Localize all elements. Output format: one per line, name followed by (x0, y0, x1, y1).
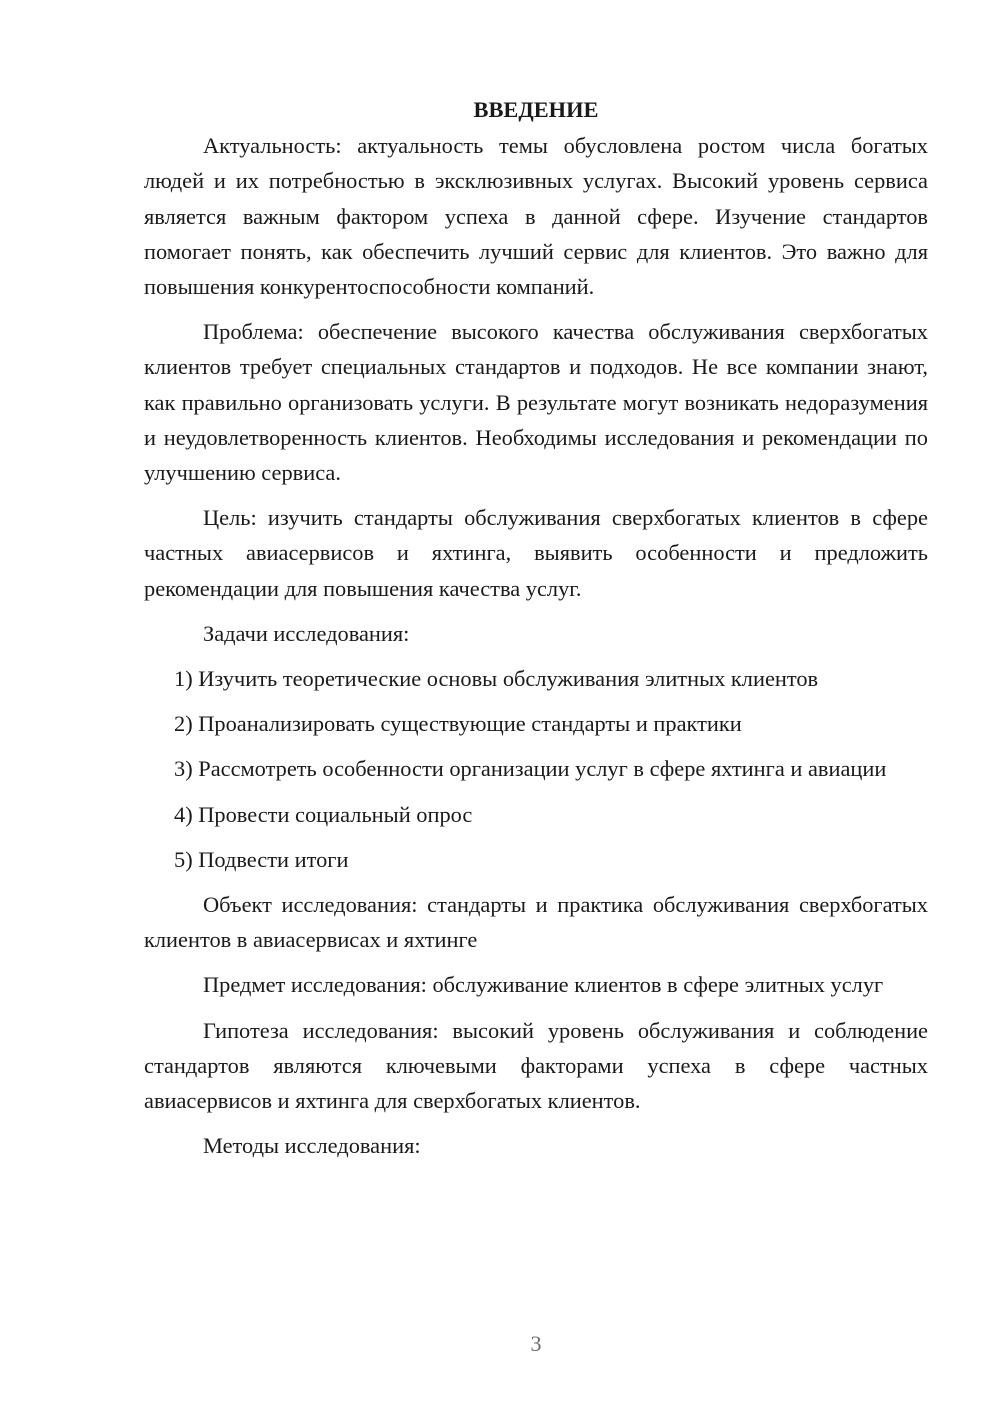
page-content (144, 92, 928, 1173)
paragraph-tasks-title: Задачи исследования: (203, 620, 410, 646)
paragraph-hypothesis: Гипотеза исследования: высокий уровень обслуживания и соблюдение стандартов являются ключевыми факторами успеха в сфере частных авиасервисов и яхтинга для сверхбогатых клиентов. (144, 1017, 928, 1114)
paragraph-problem: Проблема: обеспечение высокого качества обслуживания сверхбогатых клиентов требует специальных стандартов и подходов. Не все компании знают, как правильно организовать услуги. В результате могут возникать недоразумения и неудовлетворенность клиентов. Необходимы исследования и рекомендации по улучшению сервиса. (144, 319, 928, 486)
paragraph-goal: Цель: изучить стандарты обслуживания сверхбогатых клиентов в сфере частных авиасервисов и яхтинга, выявить особенности и предложить рекомендации для повышения качества услуг. (144, 505, 928, 601)
task-item: 5) Подвести итоги (174, 846, 349, 872)
paragraph-subject: Предмет исследования: обслуживание клиентов в сфере элитных услуг (203, 972, 884, 998)
page-number: 3 (530, 1331, 542, 1356)
task-item: 2) Проанализировать существующие стандарты и практики (174, 711, 742, 737)
task-item: 3) Рассмотреть особенности организации услуг в сфере яхтинга и авиации (174, 756, 887, 782)
paragraph-methods: Методы исследования: (203, 1133, 421, 1159)
task-item: 4) Провести социальный опрос (174, 801, 473, 827)
task-item: 1) Изучить теоретические основы обслуживания элитных клиентов (174, 666, 819, 692)
paragraph-object: Объект исследования: стандарты и практика обслуживания сверхбогатых клиентов в авиасервисах и яхтинге (144, 892, 928, 953)
paragraph-relevance: Актуальность: актуальность темы обусловлена ростом числа богатых людей и их потребностью в эксклюзивных услугах. Высокий уровень сервиса является важным фактором успеха в данной сфере. Изучение стандартов помогает понять, как обеспечить лучший сервис для клиентов. Это важно для повышения конкурентоспособности компаний. (144, 133, 928, 300)
section-heading: ВВЕДЕНИЕ (473, 97, 599, 122)
